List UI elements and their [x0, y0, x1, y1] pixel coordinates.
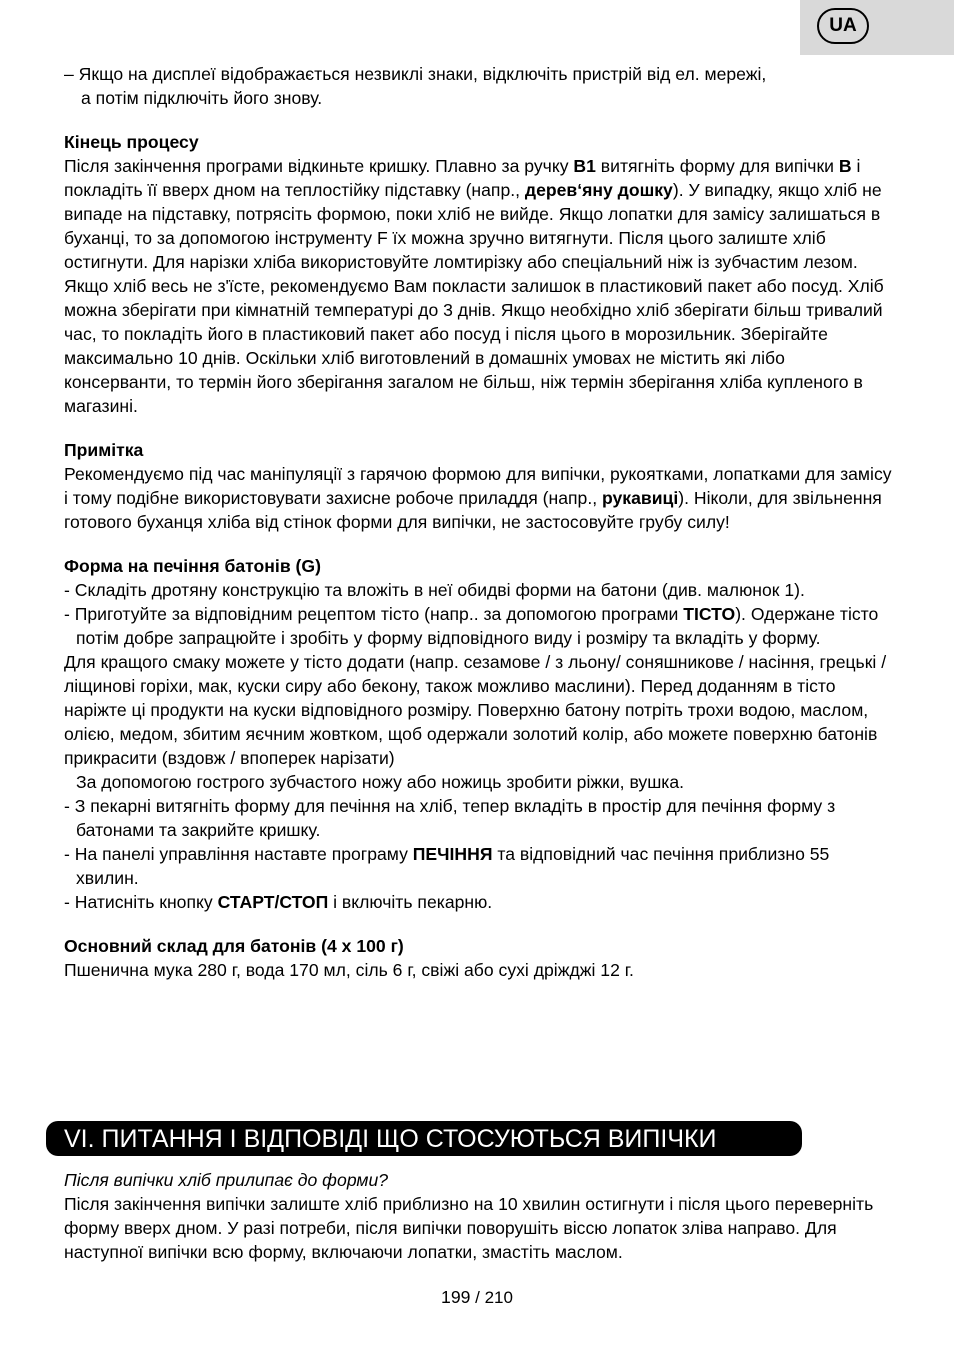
composition-text: Пшенична мука 280 г, вода 170 мл, сіль 6 г, свіжі або сухі дріжджі 12 г.	[64, 960, 634, 980]
section-title-bar: VI. ПИТАННЯ І ВІДПОВІДІ ЩО СТОСУЮТЬСЯ ВИПІЧКИ	[46, 1121, 802, 1156]
end-process-text: Після закінчення програми відкиньте кришку. Плавно за ручку B1 витягніть форму для випічки B і покладіть її вверх дном на теплостійку підставку (напр., дерев‘яну дошку). У випадку, якщо хліб не випаде на підставку, потрясіть формою, поки хліб не вийде. Якщо лопатки для замісу залишаться в буханці, то за допомогою інструменту F їх можна зручно витягнути. Після цього залиште хліб остигнути. Для нарізки хліба використовуйте ломтирізку або спеціальний ніж із зубчастим лезом. Якщо хліб весь не з'їсте, рекомендуємо Вам покласти залишок в пластиковий пакет або посуд. Хліб можна зберігати при кімнатній температурі до 3 днів. Якщо необхідно хліб зберігати більш тривалий час, то покладіть його в пластиковий пакет або посуд і після цього в морозильник. Зберігайте максимально 10 днів. Оскільки хліб виготовлений в домашніх умовах не містить які лібо консерванти, то термін його зберігання загалом не більш, ніж термін зберігання хліба купленого в магазині.	[64, 156, 884, 416]
composition-heading: Основний склад для батонів (4 x 100 г)	[64, 936, 404, 956]
baguette-para-1: Для кращого смаку можете у тісто додати (напр. сезамове / з льону/ соняшникове / насіння, грецькі / ліщинові горіхи, мак, куски сиру або бекону, також можливо маслини). Перед доданням в тісто наріжте ці продукти на куски відповідного розміру. Поверхню батону потріть трохи водою, маслом, олією, медом, збитим яєчним жовтком, щоб одержали золотий колір, або можете поверхню батонів прикрасити (вздовж / впоперек нарізати)	[64, 652, 887, 768]
baguette-heading: Форма на печіння батонів (G)	[64, 556, 321, 576]
baguette-item-1: - Складіть дротяну конструкцію та вложіть в неї обидві форми на батони (див. малюнок 1).	[64, 580, 805, 600]
baguette-item-2: - Приготуйте за відповідним рецептом тісто (напр.. за допомогою програми ТІСТО). Одержане тісто потім добре запрацюйте і зробіть у форму відповідного виду і розміру та вкладіть у форму.	[64, 604, 879, 648]
language-badge: UA	[817, 8, 869, 44]
note-heading: Примітка	[64, 440, 144, 460]
language-tab	[800, 0, 954, 55]
intro-line-2: а потім підключіть його знову.	[81, 88, 323, 108]
faq-answer: Після закінчення випічки залиште хліб приблизно на 10 хвилин остигнути і після цього переверніть форму вверх дном. У разі потреби, після випічки поворушіть віссю лопаток зліва направо. Для наступної випічки всю форму, включаючи лопатки, змастіть маслом.	[64, 1194, 874, 1262]
baguette-item-5: - Натисніть кнопку СТАРТ/СТОП і включіть пекарню.	[64, 892, 493, 912]
page-separator: /	[470, 1288, 485, 1307]
page-content	[64, 62, 894, 982]
baguette-item-3: - З пекарні витягніть форму для печіння на хліб, тепер вкладіть в простір для печіння форму з батонами та закрийте кришку.	[64, 796, 836, 840]
page-total: 210	[484, 1288, 513, 1307]
baguette-para-2: За допомогою гострого зубчастого ножу або ножиць зробити ріжки, вушка.	[76, 772, 685, 792]
intro-line-1: – Якщо на дисплеї відображається незвиклі знаки, відключіть пристрій від ел. мережі,	[64, 64, 767, 84]
page-number	[0, 1286, 954, 1309]
page-current: 199	[441, 1287, 471, 1307]
faq-block	[64, 1168, 894, 1264]
baguette-item-4: - На панелі управління наставте програму ПЕЧІННЯ та відповідний час печіння приблизно 55 хвилин.	[64, 844, 830, 888]
end-process-heading: Кінець процесу	[64, 132, 199, 152]
faq-question: Після випічки хліб прилипає до форми?	[64, 1170, 389, 1190]
note-text: Рекомендуємо під час маніпуляції з гарячою формою для випічки, рукоятками, лопатками для замісу і тому подібне використовувати захисне робоче приладдя (напр., рукавиці). Ніколи, для звільнення готового буханця хліба від стінок форми для випічки, не застосовуйте грубу силу!	[64, 464, 892, 532]
